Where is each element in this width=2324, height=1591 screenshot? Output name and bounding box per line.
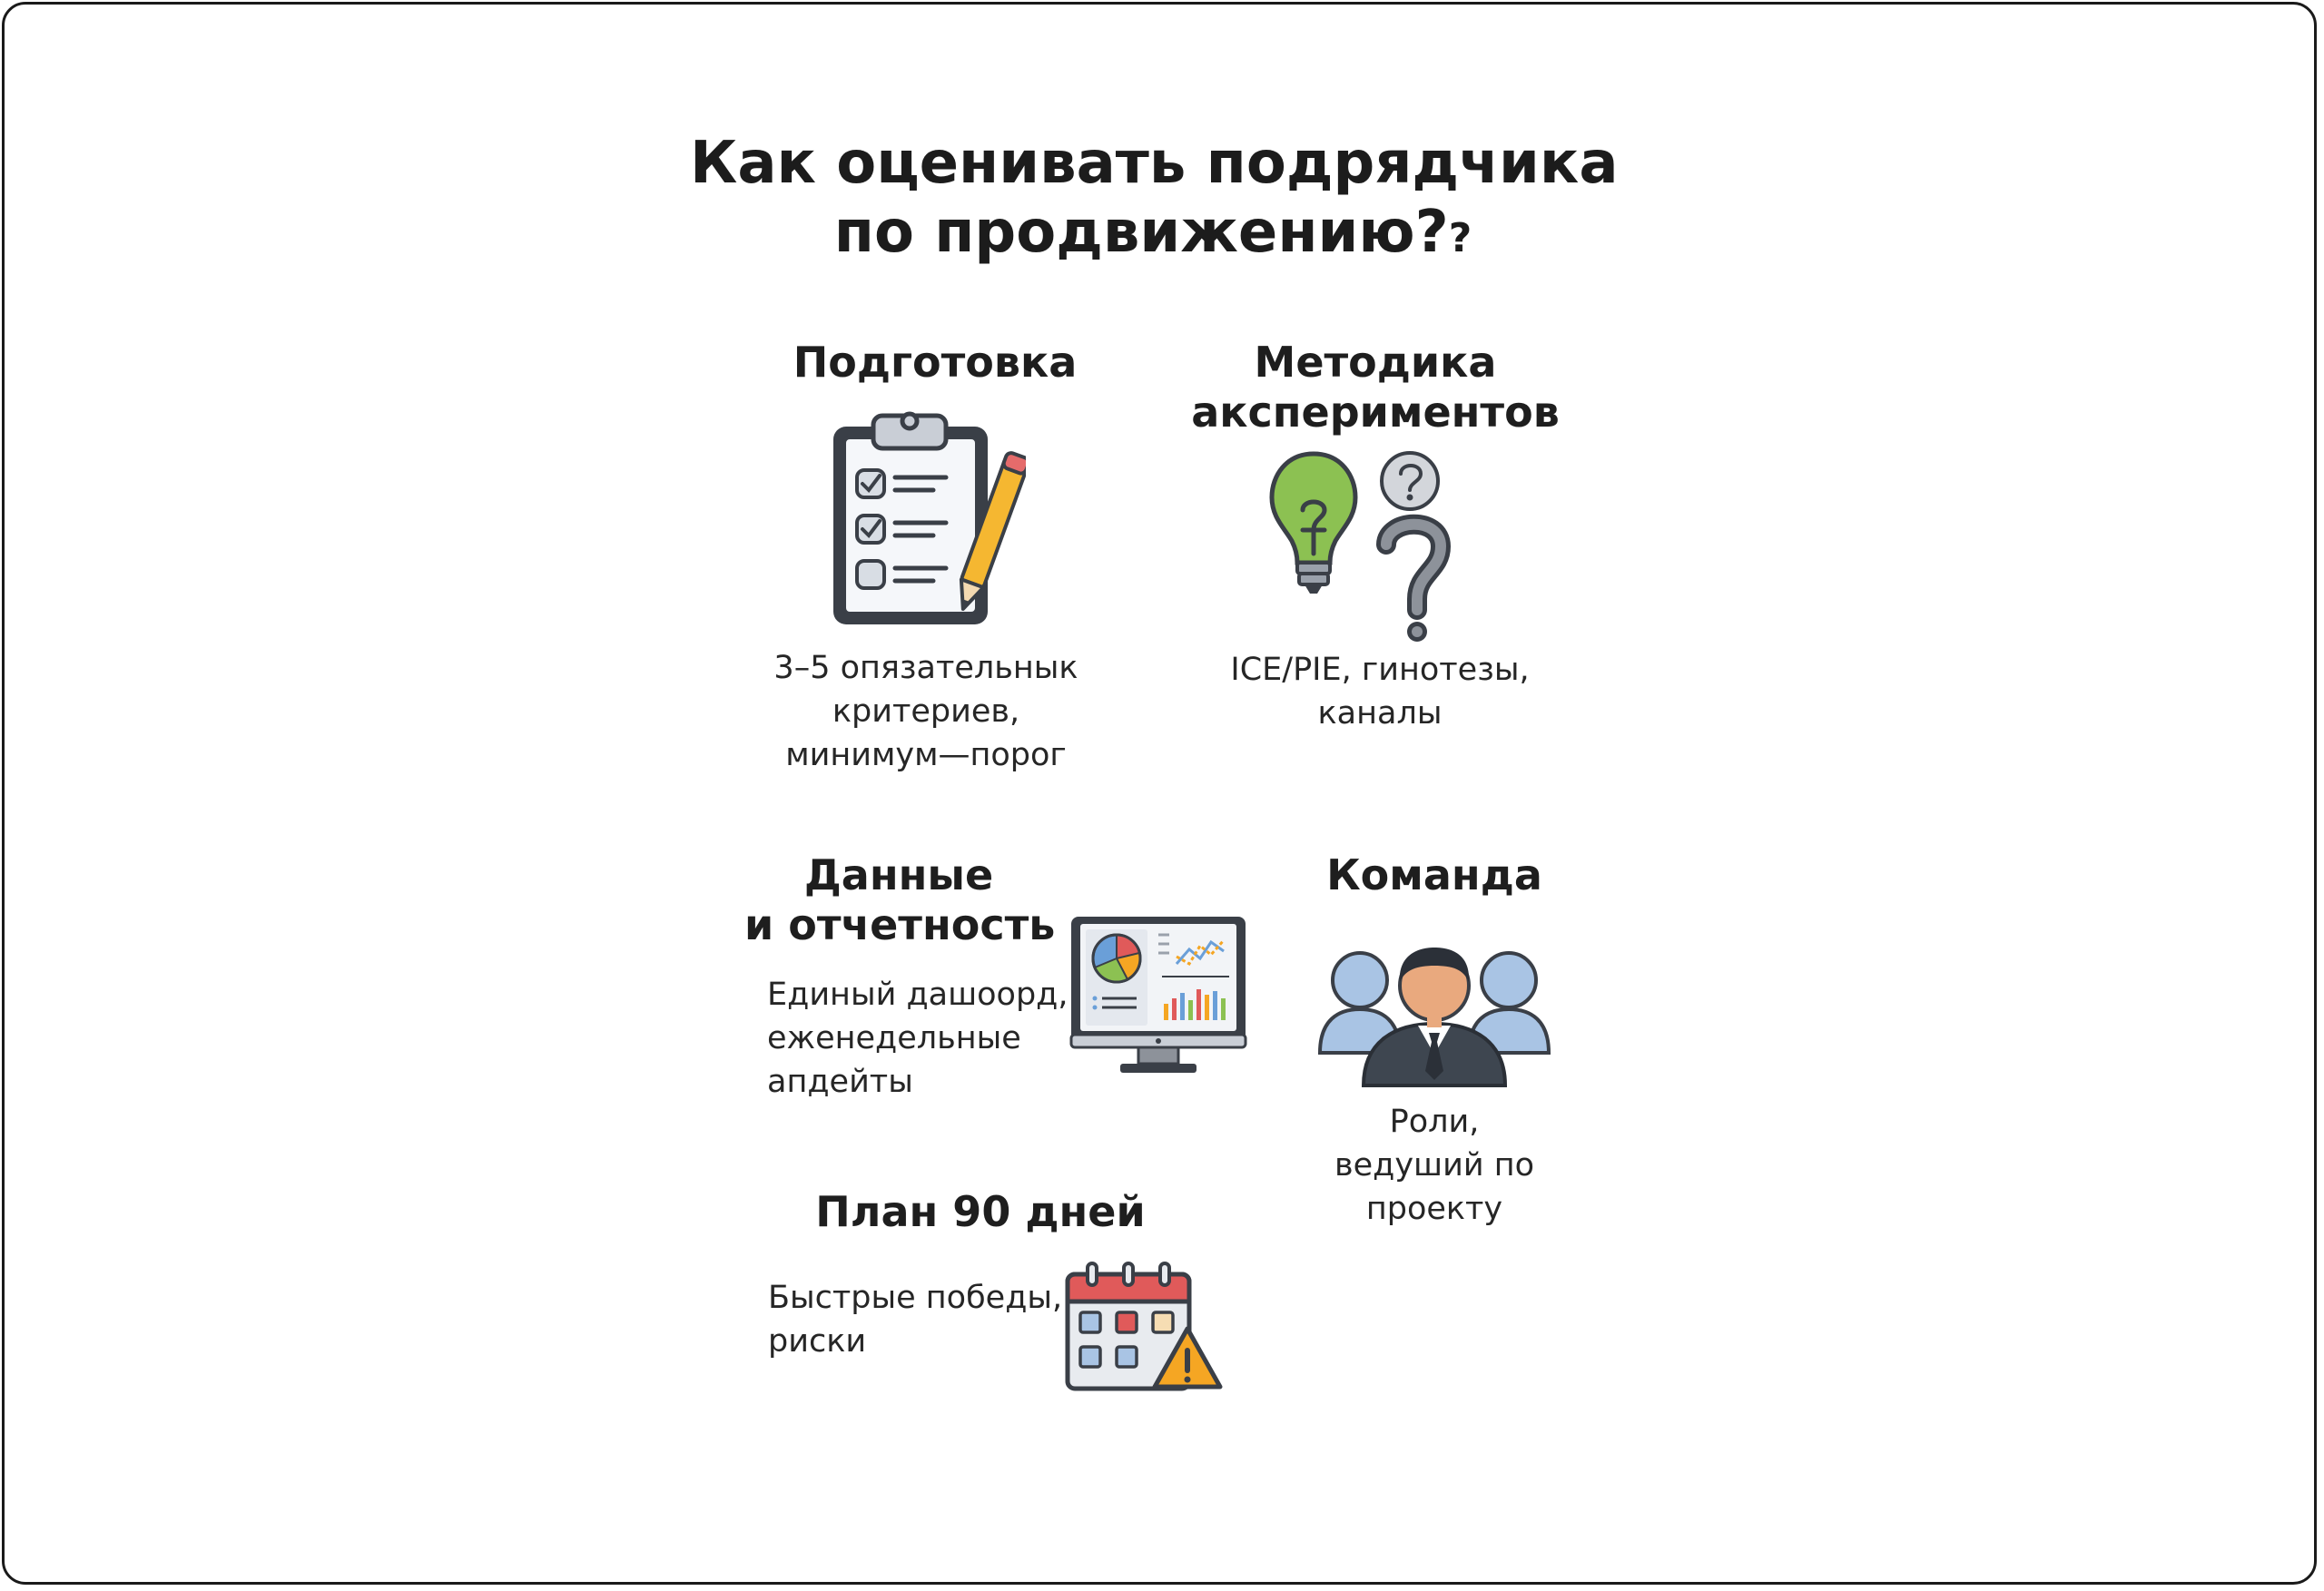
calendar-warning-icon <box>1062 1262 1226 1393</box>
team-people-icon <box>1316 926 1552 1089</box>
methodology-text-line-1: ICE/PIE, гинотезы, <box>1230 652 1530 688</box>
preparation-text-line-2: критериев, <box>832 693 1020 730</box>
data-heading-line-2: и отчетность <box>744 900 1056 949</box>
preparation-text-line-1: 3–5 опязательнык <box>773 650 1078 686</box>
data-heading-line-1: Данные <box>803 850 994 899</box>
dashboard-monitor-icon <box>1068 913 1249 1076</box>
plan-text-line-2: риски <box>768 1323 867 1360</box>
data-text-line-3: апдейты <box>767 1064 913 1100</box>
team-heading: Команда <box>1326 850 1542 899</box>
methodology-heading-line-2: акспериментов <box>1191 388 1560 437</box>
methodology-text-line-2: каналы <box>1317 695 1443 732</box>
preparation-text <box>726 646 1126 777</box>
lightbulb-question-icon <box>1266 447 1466 646</box>
team-text <box>1271 1100 1598 1231</box>
page-title <box>690 129 1619 273</box>
data-text-line-2: еженедельные <box>767 1020 1021 1056</box>
methodology-text <box>1171 648 1589 735</box>
plan-heading: План 90 дней <box>815 1187 1146 1236</box>
title-line-2: по продвижению?? <box>833 199 1472 266</box>
data-text-line-1: Единый дашоорд, <box>767 977 1068 1013</box>
plan-text-line-1: Быстрые победы, <box>768 1280 1063 1316</box>
data-text <box>767 973 1076 1104</box>
team-text-line-1: Роли, <box>1389 1104 1480 1140</box>
clipboard-checklist-icon <box>826 407 1026 629</box>
methodology-heading-line-1: Методика <box>1254 338 1497 387</box>
plan-text <box>768 1276 1068 1363</box>
team-text-line-2: ведуший по <box>1334 1147 1534 1183</box>
title-line-1: Как оценивать подрядчика <box>690 130 1619 197</box>
preparation-text-line-3: минимум—порог <box>785 737 1067 773</box>
team-text-line-3: проекту <box>1365 1191 1503 1227</box>
data-heading <box>744 850 1056 950</box>
preparation-heading: Подготовка <box>793 338 1078 387</box>
methodology-heading <box>1180 338 1571 437</box>
